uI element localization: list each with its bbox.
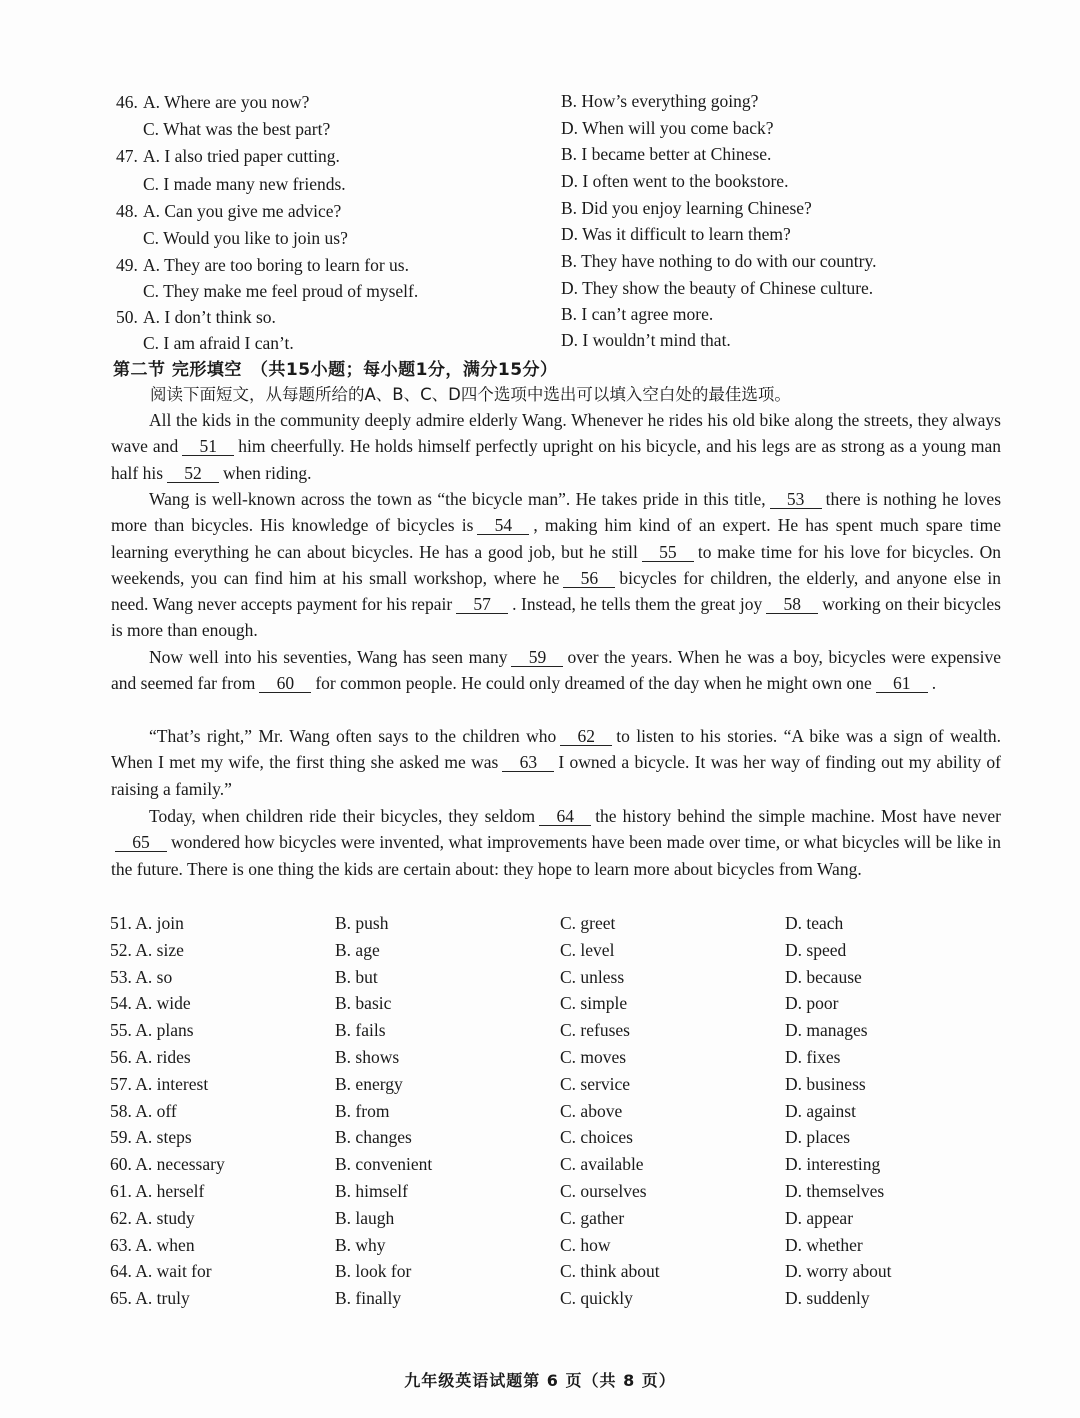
option-c: C. unless <box>560 966 625 987</box>
option-a: 65. A. truly <box>110 1288 190 1309</box>
option-a: 60. A. necessary <box>110 1154 225 1175</box>
blank-59: 59 <box>511 648 563 667</box>
blank-64: 64 <box>539 807 591 826</box>
option-c: C. quickly <box>560 1288 633 1309</box>
option-b: B. but <box>335 966 378 987</box>
passage-text: “That’s right,” Mr. Wang often says to the children who <box>149 726 557 746</box>
option-d: D. teach <box>785 913 844 933</box>
cloze-options-table <box>110 910 1010 1312</box>
option-c: C. refuses <box>560 1020 630 1041</box>
passage-text: working on their bicycles is more than enough. <box>111 594 1001 641</box>
q50-option-d: D. I wouldn’t mind that. <box>561 330 731 350</box>
q49-num: 49. <box>116 255 138 275</box>
passage-text: over the years. When he was a boy, bicycles were expensive and seemed far from <box>111 647 1001 694</box>
option-c: C. greet <box>560 913 616 933</box>
option-d: D. whether <box>785 1234 863 1255</box>
option-a: 56. A. rides <box>110 1046 191 1067</box>
q49-option-c: C. They make me feel proud of myself. <box>143 281 419 301</box>
option-a: 63. A. when <box>110 1234 195 1255</box>
blank-53: 53 <box>770 490 822 509</box>
passage-text: . Instead, he tells them the great joy <box>512 594 763 615</box>
passage-text: I owned a bicycle. It was her way of finding out my ability of raising a family.” <box>111 752 1001 799</box>
option-b: B. basic <box>335 993 392 1014</box>
q46-option-d: D. When will you come back? <box>561 118 774 138</box>
option-d: D. fixes <box>785 1046 841 1067</box>
option-b: B. changes <box>335 1127 412 1148</box>
option-d: D. worry about <box>785 1261 892 1282</box>
q47-option-d: D. I often went to the bookstore. <box>561 171 789 191</box>
blank-57: 57 <box>456 595 508 614</box>
option-row-56 <box>110 1044 1010 1071</box>
option-a: 55. A. plans <box>110 1020 194 1041</box>
blank-60: 60 <box>259 674 311 693</box>
option-c: C. level <box>560 939 615 960</box>
option-b: B. look for <box>335 1261 412 1282</box>
option-c: C. simple <box>560 993 628 1014</box>
blank-65: 65 <box>115 833 167 852</box>
blank-52: 52 <box>167 464 219 483</box>
blank-58: 58 <box>766 595 818 614</box>
option-c: C. think about <box>560 1261 660 1282</box>
passage-text: . <box>931 673 937 694</box>
option-row-54 <box>110 990 1010 1017</box>
q50-option-a: A. I don’t think so. <box>143 307 276 327</box>
q46-option-b: B. How’s everything going? <box>561 91 759 111</box>
option-b: B. from <box>335 1100 390 1121</box>
option-row-51 <box>110 910 1010 937</box>
option-b: B. convenient <box>335 1154 433 1175</box>
section-heading: 第二节 完形填空 （共15小题；每小题1分，满分15分） <box>113 360 558 380</box>
option-a: 57. A. interest <box>110 1073 209 1094</box>
option-b: B. why <box>335 1234 386 1255</box>
q49-option-b: B. They have nothing to do with our country. <box>561 251 877 271</box>
option-a: 59. A. steps <box>110 1127 192 1148</box>
q47-option-c: C. I made many new friends. <box>143 174 346 194</box>
option-d: D. against <box>785 1100 856 1121</box>
blank-62: 62 <box>560 727 612 746</box>
option-a: 53. A. so <box>110 966 173 987</box>
option-d: D. interesting <box>785 1154 881 1175</box>
passage-text: Today, when children ride their bicycles, they seldom <box>149 806 536 826</box>
option-row-63 <box>110 1232 1010 1259</box>
option-d: D. themselves <box>785 1180 885 1201</box>
option-b: B. himself <box>335 1180 408 1201</box>
option-d: D. business <box>785 1073 866 1094</box>
q48-option-a: A. Can you give me advice? <box>143 201 342 221</box>
q47-option-a: A. I also tried paper cutting. <box>143 146 340 166</box>
option-c: C. ourselves <box>560 1180 647 1201</box>
option-d: D. suddenly <box>785 1288 870 1309</box>
q48-option-b: B. Did you enjoy learning Chinese? <box>561 198 812 218</box>
q46-num: 46. <box>116 92 138 112</box>
option-d: D. places <box>785 1127 851 1148</box>
option-a: 58. A. off <box>110 1100 177 1121</box>
option-a: 61. A. herself <box>110 1180 205 1201</box>
passage-text: wondered how bicycles were invented, what improvements have been made over time, or what bicycles will be like in the future. There is one thing the kids are certain about: they hope to learn more about bicycles from Wang. <box>111 832 1001 879</box>
option-d: D. because <box>785 966 862 987</box>
option-d: D. manages <box>785 1020 868 1041</box>
option-d: D. poor <box>785 993 839 1014</box>
option-row-64 <box>110 1258 1010 1285</box>
option-b: B. fails <box>335 1020 386 1041</box>
q50-option-c: C. I am afraid I can’t. <box>143 333 294 353</box>
q46-option-c: C. What was the best part? <box>143 119 331 139</box>
q47-option-b: B. I became better at Chinese. <box>561 144 772 164</box>
section-instruction: 阅读下面短文，从每题所给的A、B、C、D四个选项中选出可以填入空白处的最佳选项。 <box>150 385 791 404</box>
blank-61: 61 <box>876 674 928 693</box>
blank-54: 54 <box>477 516 529 535</box>
passage-text: to make time for his love for bicycles. On weekends, you can find him at his small workshop, where he <box>111 541 1001 588</box>
option-row-65 <box>110 1285 1010 1312</box>
passage-paragraph-1 <box>111 407 1001 486</box>
passage-text: him cheerfully. He holds himself perfectly upright on his bicycle, and his legs are as strong as a young man half his <box>111 436 1001 483</box>
blank-51: 51 <box>182 437 234 456</box>
option-b: B. age <box>335 939 380 960</box>
q50-num: 50. <box>116 307 138 327</box>
option-c: C. above <box>560 1100 623 1121</box>
q46-option-a: A. Where are you now? <box>143 92 310 112</box>
passage-paragraph-4 <box>111 723 1001 802</box>
option-b: B. energy <box>335 1073 403 1094</box>
q48-option-d: D. Was it difficult to learn them? <box>561 224 791 244</box>
passage-text: for common people. He could only dreamed of the day when he might own one <box>315 673 872 694</box>
option-d: D. appear <box>785 1207 854 1228</box>
option-b: B. shows <box>335 1046 400 1067</box>
option-c: C. moves <box>560 1046 627 1067</box>
passage-text: , making him kind of an expert. He has spent much spare time learning everything he can about bicycles. He has a good job, but he still <box>111 515 1001 562</box>
passage-paragraph-3 <box>111 644 1001 697</box>
q47-num: 47. <box>116 146 138 166</box>
option-row-59 <box>110 1124 1010 1151</box>
option-row-57 <box>110 1071 1010 1098</box>
passage-text: there is nothing he loves more than bicycles. His knowledge of bicycles is <box>111 489 1002 536</box>
option-row-58 <box>110 1098 1010 1125</box>
option-row-60 <box>110 1151 1010 1178</box>
passage-text: when riding. <box>223 462 312 483</box>
option-c: C. service <box>560 1073 630 1094</box>
option-a: 62. A. study <box>110 1207 195 1228</box>
q48-num: 48. <box>116 201 138 221</box>
option-b: B. laugh <box>335 1207 395 1228</box>
option-d: D. speed <box>785 939 847 960</box>
passage-text: All the kids in the community deeply admire elderly Wang. Whenever he rides his old bike along the streets, they always wave and <box>111 410 1001 457</box>
blank-63: 63 <box>502 753 554 772</box>
passage-paragraph-5 <box>111 803 1001 882</box>
option-a: 54. A. wide <box>110 993 191 1014</box>
option-c: C. choices <box>560 1127 633 1148</box>
option-row-61 <box>110 1178 1010 1205</box>
option-a: 64. A. wait for <box>110 1261 212 1282</box>
option-a: 51. A. join <box>110 913 184 933</box>
q50-option-b: B. I can’t agree more. <box>561 304 714 324</box>
q49-option-a: A. They are too boring to learn for us. <box>143 255 409 275</box>
passage-text: bicycles for children, the elderly, and anyone else in need. Wang never accepts payment for his repair <box>111 567 1001 615</box>
option-row-55 <box>110 1017 1010 1044</box>
passage-text: to listen to his stories. “A bike was a sign of wealth. When I met my wife, the first thing she asked me was <box>111 726 1001 773</box>
option-b: B. push <box>335 913 389 933</box>
passage-text: Now well into his seventies, Wang has seen many <box>149 647 508 667</box>
passage-text: Wang is well-known across the town as “the bicycle man”. He takes pride in this title, <box>149 489 766 509</box>
option-c: C. available <box>560 1154 644 1175</box>
blank-55: 55 <box>642 543 694 562</box>
q48-option-c: C. Would you like to join us? <box>143 228 348 248</box>
option-c: C. how <box>560 1234 611 1255</box>
option-c: C. gather <box>560 1207 625 1228</box>
option-b: B. finally <box>335 1288 402 1309</box>
q49-option-d: D. They show the beauty of Chinese culture. <box>561 278 874 298</box>
passage-paragraph-2 <box>111 486 1001 644</box>
blank-56: 56 <box>563 569 615 588</box>
page-footer: 九年级英语试题第 6 页（共 8 页） <box>404 1371 676 1390</box>
option-row-53 <box>110 964 1010 991</box>
option-row-52 <box>110 937 1010 964</box>
option-row-62 <box>110 1205 1010 1232</box>
passage-text: the history behind the simple machine. Most have never <box>595 806 1001 826</box>
option-a: 52. A. size <box>110 939 184 960</box>
